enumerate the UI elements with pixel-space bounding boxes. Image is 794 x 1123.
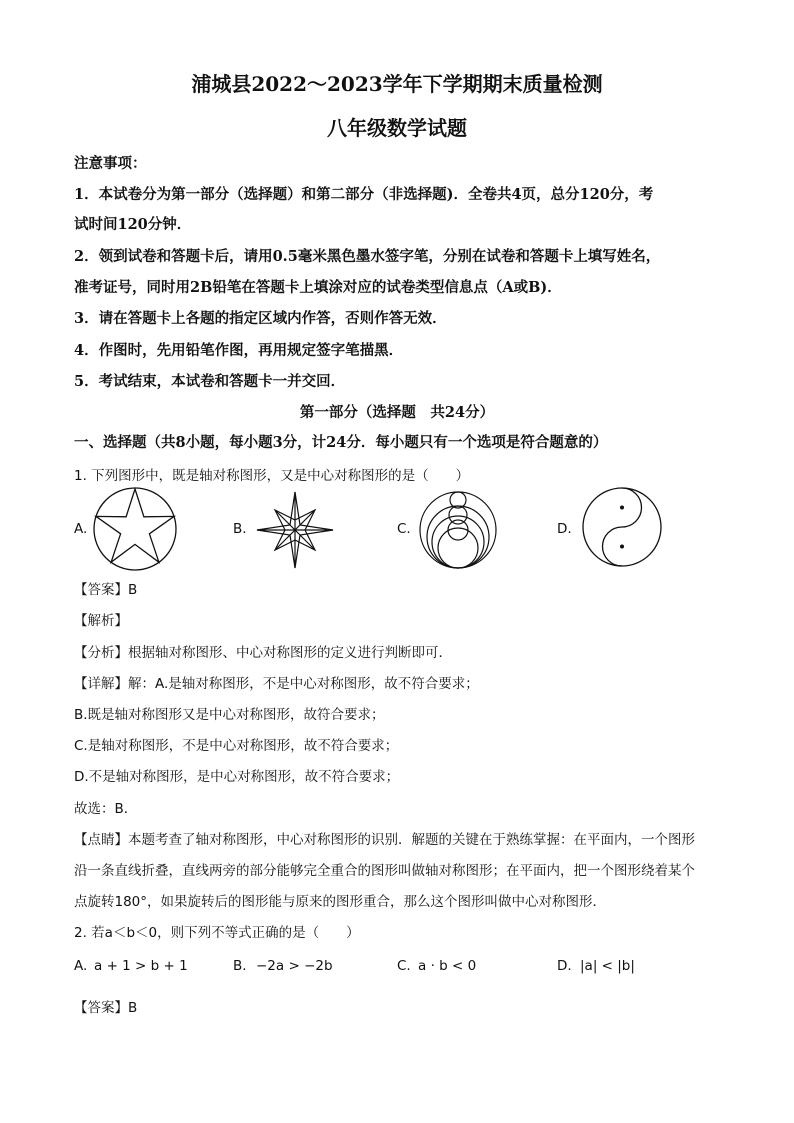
exam-subtitle: 八年级数学试题 [327, 116, 467, 140]
star-in-circle-figure [92, 486, 178, 572]
exam-title: 浦城县2022～2023学年下学期期末质量检测 [191, 72, 603, 96]
q2-option-d: |a| < |b| [580, 958, 635, 974]
q2-option-c: a · b < 0 [418, 958, 477, 974]
q1-option-d-label: D. [557, 521, 572, 537]
q1-detail-b: B.既是轴对称图形又是中心对称图形，故符合要求； [74, 707, 385, 723]
notice-heading: 注意事项： [74, 155, 147, 172]
q2-option-b: −2a > −2b [256, 958, 333, 974]
q2-stem: 2. 若a＜b＜0，则下列不等式正确的是（ ） [74, 925, 360, 941]
notice-item-1a: 1．本试卷分为第一部分（选择题）和第二部分（非选择题)．全卷共4页，总分120分，考 [74, 186, 654, 203]
eight-point-star-figure [255, 490, 335, 570]
q1-analysis-label: 【解析】 [74, 613, 128, 629]
q1-detail: 【详解】解：A.是轴对称图形，不是中心对称图形，故不符合要求； [74, 676, 479, 692]
part1-heading: 第一部分（选择题 共24分） [299, 404, 495, 421]
q1-dianjing-3: 点旋转180°，如果旋转后的图形能与原来的图形重合，那么这个图形叫做中心对称图形． [74, 894, 607, 910]
q1-option-a-label: A. [74, 521, 88, 537]
yin-yang-figure [581, 486, 663, 568]
notice-item-1b: 试时间120分钟． [74, 216, 192, 233]
q1-option-c-label: C. [397, 521, 411, 537]
q1-fenxi: 【分析】根据轴对称图形、中心对称图形的定义进行判断即可． [74, 645, 452, 661]
q2-option-c-label: C. [397, 958, 411, 974]
section-heading: 一、选择题（共8小题，每小题3分，计24分．每小题只有一个选项是符合题意的） [74, 434, 608, 451]
q1-choose: 故选：B． [74, 801, 138, 817]
q1-option-b-label: B. [233, 521, 247, 537]
notice-item-5: 5．考试结束，本试卷和答题卡一并交回． [74, 373, 346, 390]
q1-answer: 【答案】B [74, 582, 138, 598]
nested-circles-figure [418, 486, 498, 574]
q1-dianjing-2: 沿一条直线折叠，直线两旁的部分能够完全重合的图形叫做轴对称图形；在平面内，把一个图形绕着某个 [74, 863, 695, 879]
q2-option-d-label: D. [557, 958, 572, 974]
notice-item-3: 3．请在答题卡上各题的指定区域内作答，否则作答无效． [74, 310, 447, 327]
q1-detail-d: D.不是轴对称图形，是中心对称图形，故不符合要求； [74, 769, 400, 785]
q2-option-a-label: A. [74, 958, 88, 974]
q2-option-b-label: B. [233, 958, 247, 974]
q1-dianjing-1: 【点睛】本题考查了轴对称图形，中心对称图形的识别．解题的关键在于熟练掌握：在平面内，一个图形 [74, 832, 695, 848]
notice-item-2a: 2．领到试卷和答题卡后，请用0.5毫米黑色墨水签字笔，分别在试卷和答题卡上填写姓名， [74, 248, 661, 265]
q1-detail-c: C.是轴对称图形，不是中心对称图形，故不符合要求； [74, 738, 399, 754]
q2-answer: 【答案】B [74, 1000, 138, 1016]
notice-item-2b: 准考证号，同时用2B铅笔在答题卡上填涂对应的试卷类型信息点（A或B)． [74, 279, 562, 296]
q2-option-a: a + 1 > b + 1 [94, 958, 188, 974]
q1-stem: 1. 下列图形中，既是轴对称图形，又是中心对称图形的是（ ） [74, 468, 470, 484]
notice-item-4: 4．作图时，先用铅笔作图，再用规定签字笔描黑． [74, 342, 404, 359]
